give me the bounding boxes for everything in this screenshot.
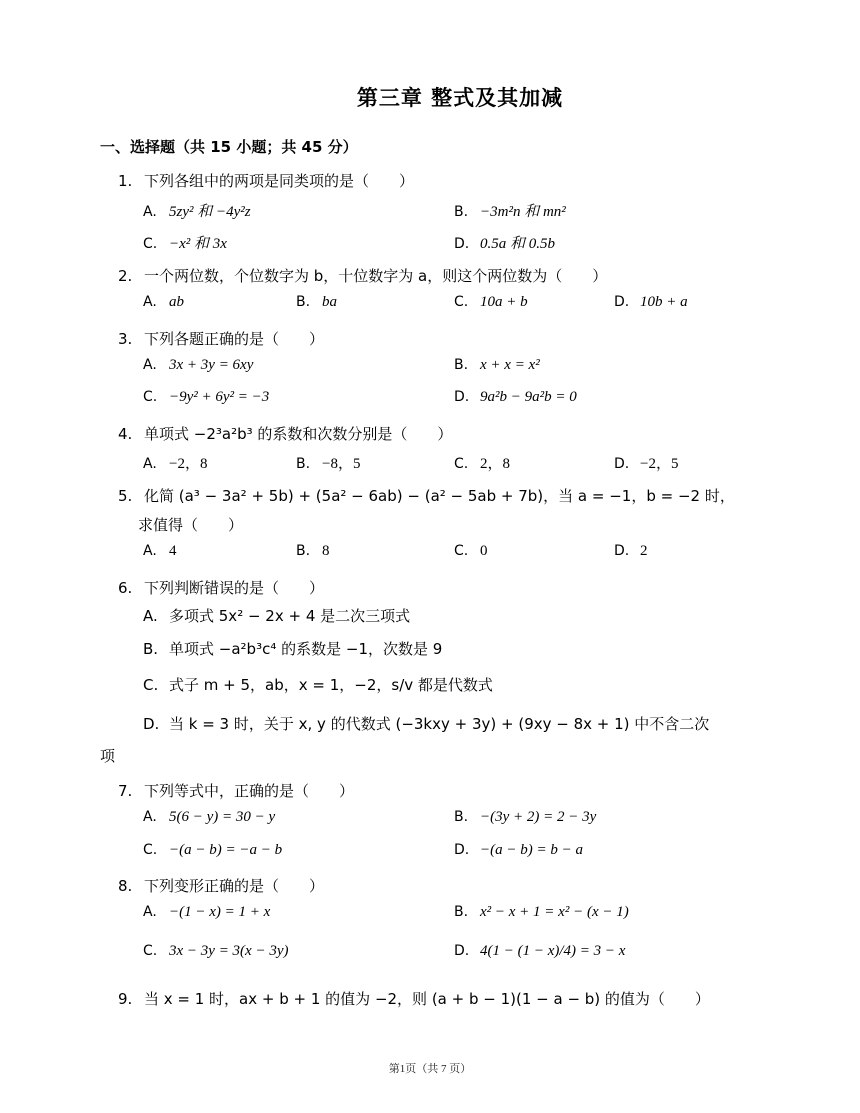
option-7c: C. −(a − b) = −a − b <box>143 842 283 858</box>
option-2a: A. ab <box>143 294 184 310</box>
option-1b: B. −3m²n 和 mn² <box>454 204 566 220</box>
option-5a: A. 4 <box>143 543 177 559</box>
question-4: 4. 单项式 −2³a²b³ 的系数和次数分别是（ ） <box>118 425 453 443</box>
option-6b: B. 单项式 −a²b³c⁴ 的系数是 −1，次数是 9 <box>143 640 443 658</box>
page-footer: 第1页（共 7 页） <box>388 1063 472 1075</box>
option-1c: C. −x² 和 3x <box>143 236 227 252</box>
option-5b: B. 8 <box>296 543 330 559</box>
question-9: 9. 当 x = 1 时，ax + b + 1 的值为 −2，则 (a + b − 1)(1 − a − b) 的值为（ ） <box>118 990 710 1008</box>
page-title: 第三章 整式及其加减 <box>356 86 564 110</box>
option-7b: B. −(3y + 2) = 2 − 3y <box>454 809 597 825</box>
question-stem: 下列各题正确的是（ ） <box>144 330 325 348</box>
question-1: 1. 下列各组中的两项是同类项的是（ ） <box>118 172 415 190</box>
question-5-stem-continued: 求值得（ ） <box>138 516 244 534</box>
option-2d: D. 10b + a <box>614 294 688 310</box>
option-3b: B. x + x = x² <box>454 357 540 373</box>
question-stem: 化简 (a³ − 3a² + 5b) + (5a² − 6ab) − (a² − 5ab + 7b)，当 a = −1，b = −2 时， <box>144 487 735 505</box>
question-2: 2. 一个两位数，个位数字为 b，十位数字为 a，则这个两位数为（ ） <box>118 267 608 285</box>
question-stem: 下列判断错误的是（ ） <box>144 579 325 597</box>
option-6c: C. 式子 m + 5，ab，x = 1，−2，s/v 都是代数式 <box>143 676 493 694</box>
question-3: 3. 下列各题正确的是（ ） <box>118 330 325 348</box>
option-4a: A. −2，8 <box>143 456 208 472</box>
section-heading: 一、选择题（共 15 小题；共 45 分） <box>100 138 358 156</box>
option-4b: B. −8，5 <box>296 456 361 472</box>
option-3a: A. 3x + 3y = 6xy <box>143 357 254 373</box>
option-2b: B. ba <box>296 294 337 310</box>
question-7: 7. 下列等式中，正确的是（ ） <box>118 782 355 800</box>
question-stem: 下列各组中的两项是同类项的是（ ） <box>144 172 415 190</box>
option-1a: A. 5zy² 和 −4y²z <box>143 204 251 220</box>
option-8a: A. −(1 − x) = 1 + x <box>143 904 271 920</box>
question-stem: 单项式 −2³a²b³ 的系数和次数分别是（ ） <box>144 425 453 443</box>
question-6: 6. 下列判断错误的是（ ） <box>118 579 325 597</box>
question-stem: 当 x = 1 时，ax + b + 1 的值为 −2，则 (a + b − 1)(1 − a − b) 的值为（ ） <box>144 990 710 1008</box>
option-4d: D. −2，5 <box>614 456 679 472</box>
option-7a: A. 5(6 − y) = 30 − y <box>143 809 276 825</box>
option-1d: D. 0.5a 和 0.5b <box>454 236 556 252</box>
question-stem: 下列变形正确的是（ ） <box>144 877 325 895</box>
question-stem: 下列等式中，正确的是（ ） <box>144 782 355 800</box>
question-stem: 一个两位数，个位数字为 b，十位数字为 a，则这个两位数为（ ） <box>144 267 608 285</box>
option-6a: A. 多项式 5x² − 2x + 4 是二次三项式 <box>143 607 411 625</box>
option-3d: D. 9a²b − 9a²b = 0 <box>454 389 577 405</box>
option-8d: D. 4(1 − (1 − x)/4) = 3 − x <box>454 943 626 959</box>
question-8: 8. 下列变形正确的是（ ） <box>118 877 325 895</box>
option-8c: C. 3x − 3y = 3(x − 3y) <box>143 943 289 959</box>
option-6d: D. 当 k = 3 时，关于 x, y 的代数式 (−3kxy + 3y) + (9xy − 8x + 1) 中不含二次 <box>143 715 710 733</box>
option-5d: D. 2 <box>614 543 648 559</box>
option-5c: C. 0 <box>454 543 488 559</box>
option-7d: D. −(a − b) = b − a <box>454 842 583 858</box>
option-8b: B. x² − x + 1 = x² − (x − 1) <box>454 904 629 920</box>
option-6d-continued: 项 <box>100 747 116 765</box>
option-3c: C. −9y² + 6y² = −3 <box>143 389 270 405</box>
option-2c: C. 10a + b <box>454 294 528 310</box>
question-5: 5. 化简 (a³ − 3a² + 5b) + (5a² − 6ab) − (a² − 5ab + 7b)，当 a = −1，b = −2 时， <box>118 487 735 505</box>
option-4c: C. 2，8 <box>454 456 511 472</box>
